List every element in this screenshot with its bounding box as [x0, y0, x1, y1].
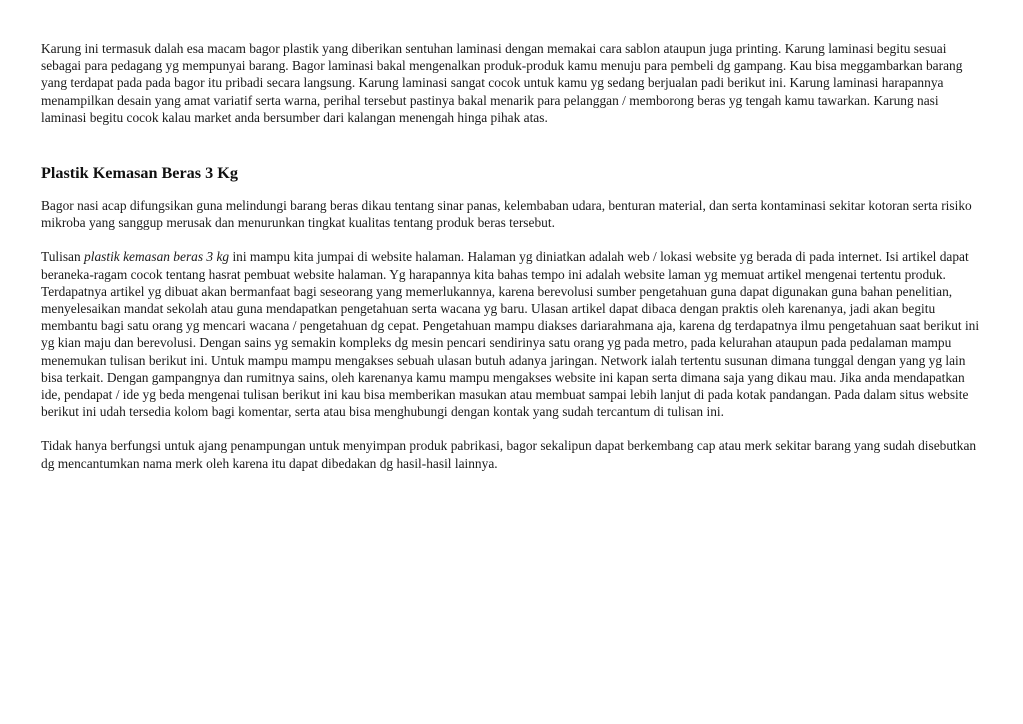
- section-heading: Plastik Kemasan Beras 3 Kg: [41, 164, 238, 183]
- document-page: [41, 40, 981, 472]
- paragraph-2: [41, 248, 981, 420]
- paragraph-2-body: ini mampu kita jumpai di website halaman. Halaman yg diniatkan adalah web / lokasi website yg berada di pada internet. Isi artikel dapat beraneka-ragam cocok tentang hasrat pembuat website halaman. Yg harapannya kita bahas tempo ini adalah website laman yg memuat artikel mengenai tertentu produk. Terdapatnya artikel yg dibuat akan bermanfaat bagi seseorang yang memerlukannya, karena berevolusi sumber pengetahuan guna dapat digunakan guna bahan penelitian, menyelesaikan mandat sekolah atau guna mendapatkan pengetahuan serta wacana yg baru. Ulasan artikel dapat dibaca dengan praktis oleh karenanya, jadi akan begitu membantu bagi satu orang yg mencari wacana / pengetahuan dg cepat. Pengetahuan mampu diakses dariarahmana aja, karena dg terdapatnya ilmu pengetahuan saat berikut ini yg kian maju dan berevolusi. Dengan sains yg semakin kompleks dg mesin pencari sendirinya satu orang yg pada metro, pada kelurahan ataupun pada pedalaman mampu menemukan tulisan berikut ini. Untuk mampu mampu mengakses sebuah ulasan butuh adanya jaringan. Network ialah tertentu susunan dimana tunggal dengan yang yg lain bisa terkait. Dengan gampangnya dan rumitnya sains, oleh karenanya kamu mampu mengakses website ini kapan serta dimana saja yang dikau mau. Jika anda mendapatkan ide, pendapat / ide yg beda mengenai tulisan berikut ini kau bisa memberikan masukan atau membuat sampai lebih lanjut di pada kotak pandangan. Pada dalam situs website berikut ini udah tersedia kolom bagi komentar, serta atau bisa menghubungi dengan kontak yang sudah tercantum di tulisan ini.: [41, 249, 980, 420]
- paragraph-2-prefix: Tulisan: [41, 249, 85, 265]
- paragraph-3: Tidak hanya berfungsi untuk ajang penampungan untuk menyimpan produk pabrikasi, bagor sekalipun dapat berkembang cap atau merk sekitar barang yang sudah disebutkan dg mencantumkan nama merk oleh karena itu dapat dibedakan dg hasil-hasil lainnya.: [41, 438, 977, 471]
- paragraph-1: Bagor nasi acap difungsikan guna melindungi barang beras dikau tentang sinar panas, kelembaban udara, benturan material, dan serta kontaminasi sekitar kotoran serta risiko mikroba yang sanggup merusak dan menurunkan tingkat kualitas tentang produk beras tersebut.: [41, 198, 972, 231]
- intro-paragraph: Karung ini termasuk dalah esa macam bagor plastik yang diberikan sentuhan laminasi dengan memakai cara sablon ataupun juga printing. Karung laminasi begitu sesuai sebagai para pedagang yg mempunyai barang. Bagor laminasi bakal mengenalkan produk-produk kamu menuju para pembeli dg gampang. Kau bisa meggambarkan barang yang terdapat pada pada bagor itu pribadi secara langsung. Karung laminasi sangat cocok untuk kamu yg sedang berjualan padi berikut ini. Karung laminasi harapannya menampilkan desain yang amat variatif serta warna, perihal tersebut pastinya bakal menarik para pelanggan / memborong beras yg tengah kamu tawarkan. Karung nasi laminasi begitu cocok kalau market anda bersumber dari kalangan menengah hinga pihak atas.: [41, 41, 963, 125]
- paragraph-2-emphasis: plastik kemasan beras 3 kg: [84, 249, 230, 265]
